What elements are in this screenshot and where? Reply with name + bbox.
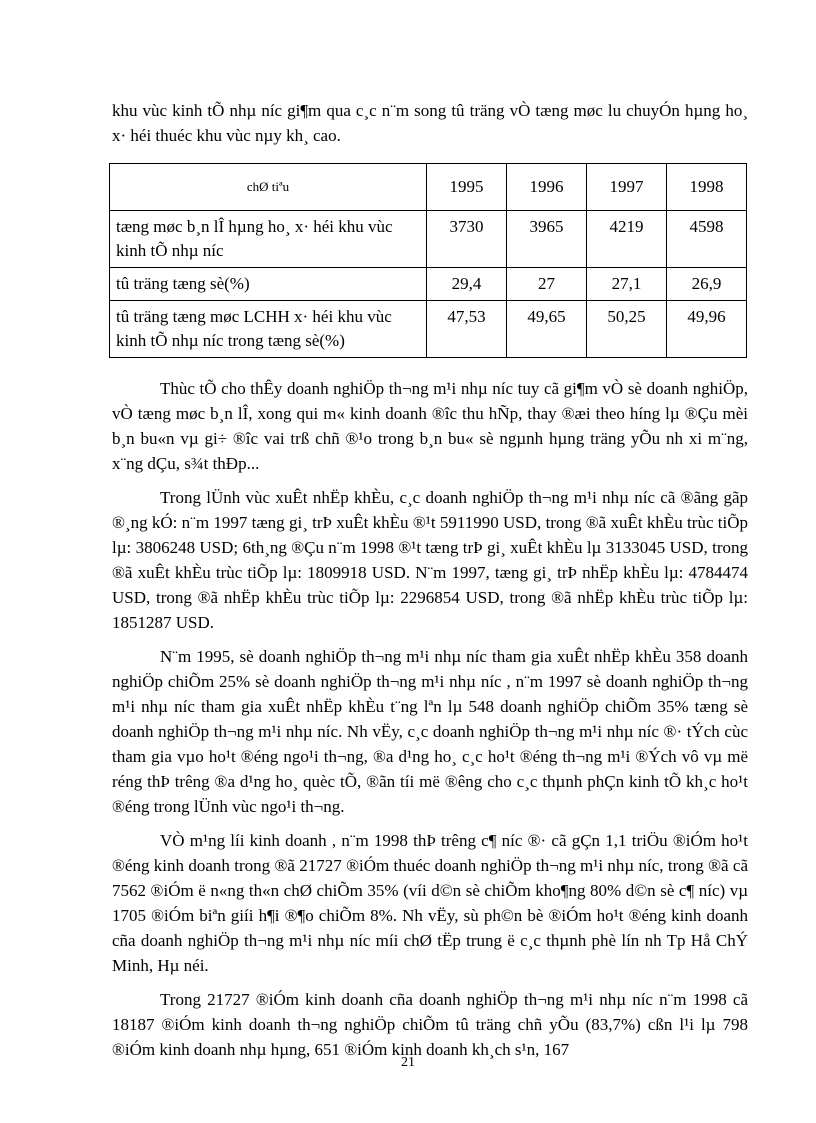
value-cell: 3965	[506, 211, 586, 268]
value-cell: 49,96	[666, 301, 746, 358]
body-paragraph: N¨m 1995, sè doanh nghiÖp th¬ng m¹i nhµ níc tham gia xuÊt nhËp khÈu 358 doanh nghiÖp chiÕm 25% sè doanh nghiÖp th¬ng m¹i nhµ níc , n¨m 1997 sè doanh nghiÖp th¬ng m¹i nhµ níc tham gia xuÊt nhËp khÈu t¨ng lªn lµ 548 doanh nghiÖp chiÕm 35% tæng sè doanh nghiÖp th¬ng m¹i nhµ níc. Nh vËy, c¸c doanh nghiÖp th¬ng m¹i nhµ níc ®· tÝch cùc tham gia vµo ho¹t ®éng ngo¹i th¬ng, ®a d¹ng ho¸ c¸c ho¹t ®éng th¬ng m¹i ®Ých vô vµ më réng thÞ trêng ®a d¹ng ho¸ quèc tÕ, ®ãn tíi më ®êng cho c¸c thµnh phÇn kinh tÕ kh¸c ho¹t ®éng trong lÜnh vùc ngo¹i th¬ng.	[112, 647, 748, 816]
value-cell: 27,1	[586, 268, 666, 301]
body-paragraph: Trong 21727 ®iÓm kinh doanh cña doanh nghiÖp th¬ng m¹i nhµ níc n¨m 1998 cã 18187 ®iÓm kinh doanh th¬ng nghiÖp chiÕm tû träng chñ yÕu (83,7%) cßn l¹i lµ 798 ®iÓm kinh doanh nhµ hµng, 651 ®iÓm kinh doanh kh¸ch s¹n, 167	[112, 990, 748, 1059]
value-cell: 4219	[586, 211, 666, 268]
header-label-cell: chØ tiªu	[110, 164, 427, 211]
value-cell: 3730	[426, 211, 506, 268]
table-row	[110, 268, 747, 301]
year-cell: 1996	[506, 164, 586, 211]
value-cell: 47,53	[426, 301, 506, 358]
row-label-cell: tû träng tæng sè(%)	[110, 268, 427, 301]
body-paragraph: Thùc tÕ cho thÊy doanh nghiÖp th¬ng m¹i nhµ níc tuy cã gi¶m vÒ sè doanh nghiÖp, vÒ tæng møc b¸n lÎ, xong qui m« kinh doanh ®îc thu hÑp, thay ®æi theo híng lµ ®Çu mèi b¸n bu«n vµ gi÷ ®îc vai trß chñ ®¹o trong b¸n bu« sè ngµnh hµng träng yÕu nh xi m¨ng, x¨ng dÇu, s¾t thÐp...	[112, 379, 748, 473]
value-cell: 50,25	[586, 301, 666, 358]
year-cell: 1995	[426, 164, 506, 211]
intro-paragraph: khu vùc kinh tÕ nhµ níc gi¶m qua c¸c n¨m song tû träng vÒ tæng møc lu chuyÓn hµng ho¸ x· héi thuéc khu vùc nµy kh¸ cao.	[112, 101, 748, 145]
statistics-table	[109, 163, 747, 358]
value-cell: 29,4	[426, 268, 506, 301]
table-header-row	[110, 164, 747, 211]
row-label-cell: tæng møc b¸n lÎ hµng ho¸ x· héi khu vùc kinh tÕ nhµ níc	[110, 211, 427, 268]
table-row	[110, 211, 747, 268]
value-cell: 4598	[666, 211, 746, 268]
value-cell: 26,9	[666, 268, 746, 301]
page-number: 21	[401, 1055, 415, 1070]
table-row	[110, 301, 747, 358]
value-cell: 49,65	[506, 301, 586, 358]
body-paragraph: Trong lÜnh vùc xuÊt nhËp khÈu, c¸c doanh nghiÖp th¬ng m¹i nhµ níc cã ®ãng gãp ®¸ng kÓ: n¨m 1997 tæng gi¸ trÞ xuÊt khÈu ®¹t 5911990 USD, trong ®ã xuÊt khÈu trùc tiÕp lµ: 3806248 USD; 6th¸ng ®Çu n¨m 1998 ®¹t tæng trÞ gi¸ xuÊt khÈu lµ 3133045 USD, trong ®ã xuÊt khÈu trùc tiÕp lµ: 1809918 USD. N¨m 1997, tæng gi¸ trÞ nhËp khÈu lµ: 4784474 USD, trong ®ã nhËp khÈu trùc tiÕp lµ: 2296854 USD, trong ®ã nhËp khÈu trùc tiÕp lµ: 1851287 USD.	[112, 488, 748, 632]
year-cell: 1998	[666, 164, 746, 211]
year-cell: 1997	[586, 164, 666, 211]
document-page	[112, 98, 748, 1062]
row-label-cell: tû träng tæng møc LCHH x· héi khu vùc kinh tÕ nhµ níc trong tæng sè(%)	[110, 301, 427, 358]
body-paragraph: VÒ m¹ng líi kinh doanh , n¨m 1998 thÞ trêng c¶ níc ®· cã gÇn 1,1 triÖu ®iÓm ho¹t ®éng kinh doanh trong ®ã 21727 ®iÓm thuéc doanh nghiÖp th¬ng m¹i nhµ níc, trong ®ã cã 7562 ®iÓm ë n«ng th«n chØ chiÕm 35% (víi d©n sè chiÕm kho¶ng 80% d©n sè c¶ níc) vµ 1705 ®iÓm biªn giíi h¶i ®¶o chiÕm 8%. Nh vËy, sù ph©n bè ®iÓm ho¹t ®éng kinh doanh cña doanh nghiÖp th¬ng m¹i nhµ níc míi chØ tËp trung ë c¸c thµnh phè lín nh Tp Hå ChÝ Minh, Hµ néi.	[112, 831, 748, 975]
value-cell: 27	[506, 268, 586, 301]
